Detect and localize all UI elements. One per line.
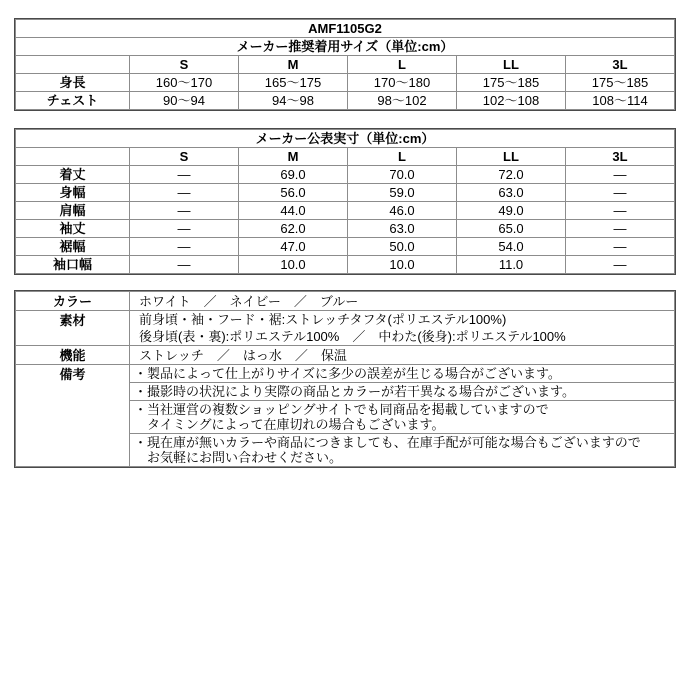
cell-value: ― bbox=[566, 166, 674, 183]
table-row bbox=[16, 202, 674, 219]
cell-value: 49.0 bbox=[457, 202, 565, 219]
cell-value: ― bbox=[130, 166, 238, 183]
cell-value: 54.0 bbox=[457, 238, 565, 255]
row-label: 袖丈 bbox=[16, 220, 129, 237]
recommended-size-table-title: メーカー推奨着用サイズ（単位:cm） bbox=[16, 38, 674, 55]
detail-row bbox=[16, 292, 674, 310]
cell-value: 160～170 bbox=[130, 74, 238, 91]
remark-line: お気軽にお問い合わせください。 bbox=[147, 450, 343, 465]
detail-row bbox=[16, 346, 674, 364]
cell-value: 102～108 bbox=[457, 92, 565, 109]
cell-value: 63.0 bbox=[348, 220, 456, 237]
remark-line: ・当社運営の複数ショッピングサイトでも同商品を掲載していますので bbox=[134, 402, 549, 417]
cell-value: ― bbox=[566, 202, 674, 219]
size-header-row bbox=[16, 148, 674, 165]
row-label: 着丈 bbox=[16, 166, 129, 183]
table-row bbox=[16, 220, 674, 237]
cell-value: ― bbox=[566, 256, 674, 273]
cell-value: 10.0 bbox=[239, 256, 347, 273]
cell-value: ― bbox=[130, 256, 238, 273]
size-column-m: M bbox=[239, 148, 347, 165]
detail-row-label: 素材 bbox=[16, 311, 129, 345]
detail-row-label: 機能 bbox=[16, 346, 129, 364]
detail-row bbox=[16, 365, 674, 466]
product-code-row bbox=[16, 20, 674, 37]
size-column-ll: LL bbox=[457, 56, 565, 73]
detail-row bbox=[16, 311, 674, 345]
detail-line: 前身頃・袖・フード・裾:ストレッチタフタ(ポリエステル100%) bbox=[139, 312, 507, 327]
size-column-m: M bbox=[239, 56, 347, 73]
table-row bbox=[16, 92, 674, 109]
cell-value: 44.0 bbox=[239, 202, 347, 219]
actual-measurements-table-title: メーカー公表実寸（単位:cm） bbox=[16, 130, 674, 147]
size-column-s: S bbox=[130, 56, 238, 73]
cell-value: ― bbox=[130, 220, 238, 237]
row-label: 身長 bbox=[16, 74, 129, 91]
detail-line: ホワイト ／ ネイビー ／ ブルー bbox=[139, 293, 359, 309]
detail-row-value bbox=[130, 311, 674, 345]
size-column-l: L bbox=[348, 148, 456, 165]
remark-item bbox=[130, 400, 674, 433]
detail-row-label: 備考 bbox=[16, 365, 129, 466]
spacer bbox=[14, 275, 676, 290]
cell-value: ― bbox=[130, 184, 238, 201]
row-label: チェスト bbox=[16, 92, 129, 109]
recommended-size-table bbox=[14, 18, 676, 111]
size-header-row bbox=[16, 56, 674, 73]
cell-value: 56.0 bbox=[239, 184, 347, 201]
size-column-3l: 3L bbox=[566, 56, 674, 73]
remark-line: ・撮影時の状況により実際の商品とカラーが若干異なる場合がございます。 bbox=[134, 384, 575, 399]
spacer bbox=[14, 111, 676, 128]
size-column-s: S bbox=[130, 148, 238, 165]
corner-cell bbox=[16, 148, 129, 165]
cell-value: 46.0 bbox=[348, 202, 456, 219]
detail-row-value bbox=[130, 292, 674, 310]
cell-value: 165～175 bbox=[239, 74, 347, 91]
remark-item bbox=[130, 382, 674, 400]
product-code: AMF1105G2 bbox=[16, 20, 674, 37]
cell-value: ― bbox=[566, 220, 674, 237]
cell-value: 90～94 bbox=[130, 92, 238, 109]
detail-line: ストレッチ ／ はっ水 ／ 保温 bbox=[139, 347, 347, 363]
cell-value: 170～180 bbox=[348, 74, 456, 91]
cell-value: 72.0 bbox=[457, 166, 565, 183]
cell-value: 69.0 bbox=[239, 166, 347, 183]
corner-cell bbox=[16, 56, 129, 73]
table-row bbox=[16, 256, 674, 273]
detail-row-value bbox=[130, 346, 674, 364]
table-row bbox=[16, 74, 674, 91]
cell-value: 175～185 bbox=[566, 74, 674, 91]
cell-value: 62.0 bbox=[239, 220, 347, 237]
table-title-row bbox=[16, 38, 674, 55]
actual-measurements-table bbox=[14, 128, 676, 275]
cell-value: 11.0 bbox=[457, 256, 565, 273]
row-label: 肩幅 bbox=[16, 202, 129, 219]
table-row bbox=[16, 184, 674, 201]
detail-row-value bbox=[130, 365, 674, 466]
size-column-l: L bbox=[348, 56, 456, 73]
remark-line: タイミングによって在庫切れの場合もございます。 bbox=[147, 417, 445, 432]
detail-row-label: カラー bbox=[16, 292, 129, 310]
cell-value: ― bbox=[566, 238, 674, 255]
row-label: 身幅 bbox=[16, 184, 129, 201]
remark-item bbox=[130, 433, 674, 466]
cell-value: 65.0 bbox=[457, 220, 565, 237]
cell-value: 70.0 bbox=[348, 166, 456, 183]
cell-value: 63.0 bbox=[457, 184, 565, 201]
cell-value: 94～98 bbox=[239, 92, 347, 109]
cell-value: ― bbox=[130, 202, 238, 219]
cell-value: 59.0 bbox=[348, 184, 456, 201]
detail-line: 後身頃(表・裏):ポリエステル100% ／ 中わた(後身):ポリエステル100% bbox=[139, 329, 566, 344]
cell-value: 50.0 bbox=[348, 238, 456, 255]
cell-value: 47.0 bbox=[239, 238, 347, 255]
cell-value: 108～114 bbox=[566, 92, 674, 109]
cell-value: 175～185 bbox=[457, 74, 565, 91]
cell-value: ― bbox=[566, 184, 674, 201]
size-column-ll: LL bbox=[457, 148, 565, 165]
row-label: 袖口幅 bbox=[16, 256, 129, 273]
cell-value: 10.0 bbox=[348, 256, 456, 273]
remark-line: ・現在庫が無いカラーや商品につきましても、在庫手配が可能な場合もございますので bbox=[134, 435, 641, 450]
remark-line: ・製品によって仕上がりサイズに多少の誤差が生じる場合がございます。 bbox=[134, 366, 561, 381]
size-column-3l: 3L bbox=[566, 148, 674, 165]
table-row bbox=[16, 166, 674, 183]
remark-item bbox=[130, 365, 674, 382]
cell-value: ― bbox=[130, 238, 238, 255]
cell-value: 98～102 bbox=[348, 92, 456, 109]
product-details-table bbox=[14, 290, 676, 468]
table-row bbox=[16, 238, 674, 255]
table-title-row bbox=[16, 130, 674, 147]
row-label: 裾幅 bbox=[16, 238, 129, 255]
